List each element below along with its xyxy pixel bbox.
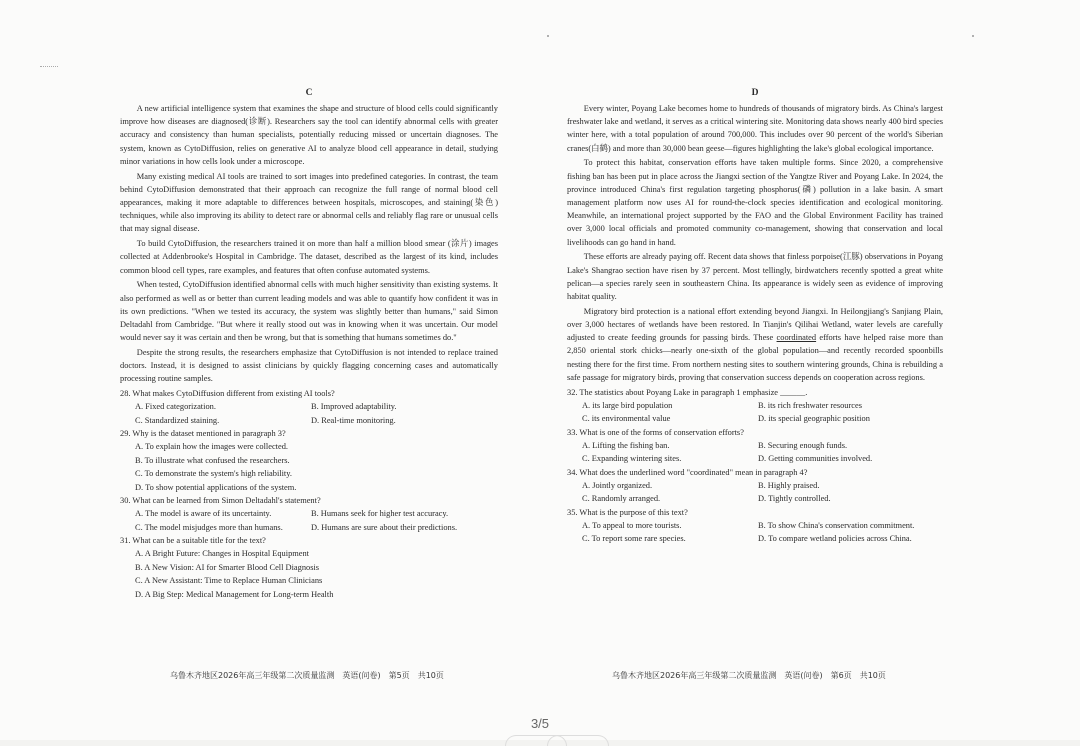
passage-d-paragraph-4	[567, 305, 943, 384]
question-stem: 33. What is one of the forms of conservation efforts?	[567, 427, 744, 437]
passage-c-paragraph-1: A new artificial intelligence system that examines the shape and structure of blood cells could significantly improve how diseases are diagnosed(诊断). Researchers say the tool can identify abnormal cells with greater accuracy and consistency than human specialists, potentially reducing missed or uncertain diagnoses. The system, known as CytoDiffusion, relies on generative AI to analyze blood cell appearance in detail, studying minor variations in how cells look under a microscope.	[120, 104, 498, 166]
question-stem: 35. What is the purpose of this text?	[567, 507, 688, 517]
question-stem: 29. Why is the dataset mentioned in paragraph 3?	[120, 429, 286, 439]
answer-option: B. Improved adaptability.	[311, 402, 397, 412]
answer-options	[567, 479, 943, 506]
answer-option: D. To compare wetland policies across China.	[758, 534, 912, 544]
answer-option: C. To report some rare species.	[582, 534, 686, 544]
page-indicator: 3/5	[530, 716, 550, 731]
answer-option: B. To illustrate what confused the researchers.	[135, 455, 290, 465]
answer-option: D. A Big Step: Medical Management for Long-term Health	[135, 589, 334, 599]
question-stem: 32. The statistics about Poyang Lake in paragraph 1 emphasize ______.	[567, 387, 808, 397]
answer-option: B. its rich freshwater resources	[758, 400, 862, 410]
question-stem: 28. What makes CytoDiffusion different from existing AI tools?	[120, 389, 335, 399]
answer-option: B. Humans seek for higher test accuracy.	[311, 509, 449, 519]
answer-option: C. The model misjudges more than humans.	[135, 522, 283, 532]
passage-c-paragraph-4: When tested, CytoDiffusion identified abnormal cells with much higher sensitivity than existing systems. It also performed as well as or better than current leading models and was able to quantify how confident it was in its own predictions. "When we tested its accuracy, the system was slightly better than humans," said Simon Deltadahl from Cambridge. "But where it really stood out was in knowing when it was uncertain. Our model would never say it was certain and then be wrong, but that is something that humans sometimes do."	[120, 280, 498, 343]
passage-d-column	[567, 86, 943, 546]
answer-option: B. Securing enough funds.	[758, 440, 848, 450]
question-stem: 31. What can be a suitable title for the text?	[120, 536, 266, 546]
section-heading-d: D	[751, 88, 759, 98]
passage-d-paragraph-2: To protect this habitat, conservation efforts have taken multiple forms. Since 2020, a comprehensive fishing ban has been put in place across the Jiangxi section of the Yangtze River and Poyang Lake. In 2024, the province introduced China's first regulation targeting phosphorus(磷) pollution in a lake basin. A smart management platform now uses AI for round-the-clock species identification and ecological monitoring. Meanwhile, an international project supported by the FAO and the Global Environment Facility has trained over 3,000 local officials and promoted community co-management, showing that conservation and local livelihoods can go hand in hand.	[567, 158, 943, 247]
underlined-word-coordinated: coordinated	[776, 333, 817, 343]
passage-d-paragraph-3: These efforts are already paying off. Recent data shows that finless porpoise(江豚) observations in Poyang Lake's Shangrao section have risen by 37 percent. Most tellingly, birdwatchers recently spotted a great white pelican—a species rarely seen in southeastern China. Its appearance is widely seen as evidence of improving habitat quality.	[567, 252, 943, 302]
answer-option: A. Jointly organized.	[582, 480, 653, 490]
answer-option: A. Lifting the fishing ban.	[582, 440, 670, 450]
question-list-c	[120, 387, 498, 601]
answer-options	[567, 399, 943, 426]
section-heading-c: C	[305, 88, 313, 98]
passage-c-paragraph-5: Despite the strong results, the researchers emphasize that CytoDiffusion is not intended to replace trained doctors. Instead, it is designed to assist clinicians by quickly flagging concerning cases and automatically processing routine samples.	[120, 348, 498, 384]
answer-options	[120, 400, 498, 427]
scroll-control-right[interactable]	[547, 735, 609, 746]
answer-option: D. Getting communities involved.	[758, 454, 873, 464]
answer-option: C. Randomly arranged.	[582, 494, 661, 504]
answer-option: A. To explain how the images were collected.	[135, 442, 288, 452]
scan-speck	[972, 35, 974, 37]
scan-speck	[547, 35, 549, 37]
answer-option: B. To show China's conservation commitment.	[758, 520, 915, 530]
answer-option: D. Real-time monitoring.	[311, 415, 396, 425]
answer-option: A. The model is aware of its uncertainty.	[135, 509, 272, 519]
answer-option: D. Tightly controlled.	[758, 494, 831, 504]
scan-edge-mark	[40, 66, 58, 70]
passage-c-paragraph-2: Many existing medical AI tools are trained to sort images into predefined categories. In contrast, the team behind CytoDiffusion demonstrated that their approach can recognize the full range of normal blood cell appearances, making it more adaptable to differences between hospitals, microscopes, and staining(染色) techniques, while also improving its ability to detect rare or abnormal cells and reliably flag rare or unusual cells that may signal disease.	[120, 171, 498, 234]
answer-options	[120, 440, 498, 494]
passage-d-paragraph-1: Every winter, Poyang Lake becomes home to hundreds of thousands of migratory birds. As China's largest freshwater lake and wetland, it serves as a critical wintering site. Monitoring data shows nearly 400 bird species winter here, with a total population of around 700,000. This includes over 90 percent of the world's Siberian cranes(白鹤) and more than 30,000 bean geese—figures highlighting the lake's global ecological importance.	[567, 104, 943, 153]
answer-option: C. its environmental value	[582, 414, 671, 424]
answer-option: B. Highly praised.	[758, 480, 820, 490]
answer-option: B. A New Vision: AI for Smarter Blood Cell Diagnosis	[135, 562, 320, 572]
passage-c-paragraph-3: To build CytoDiffusion, the researchers trained it on more than half a million blood smear (涂片) images collected at Addenbrooke's Hospital in Cambridge. The dataset, described as the largest of its kind, includes common blood cell types, rare examples, and features that often confuse automated systems.	[120, 239, 498, 275]
answer-options	[567, 519, 943, 546]
paragraph-4-text-before: Migratory bird protection is a national effort extending beyond Jiangxi. In Heilongjiang's Sanjiang Plain, over 3,000 hectares of wetlands have been restored. In Tianjin's Qilihai Wetland, water levels are carefully adjusted to create feeding grounds for passing birds. These	[567, 306, 943, 343]
answer-option: C. A New Assistant: Time to Replace Human Clinicians	[135, 576, 323, 586]
passage-c-column	[120, 86, 498, 601]
page-footer-left: 乌鲁木齐地区2026年高三年级第二次质量监测 英语(问卷) 第5页 共10页	[170, 671, 444, 680]
question-stem: 34. What does the underlined word "coordinated" mean in paragraph 4?	[567, 467, 808, 477]
answer-option: A. Fixed categorization.	[135, 402, 216, 412]
answer-option: C. Standardized staining.	[135, 415, 220, 425]
question-list-d	[567, 386, 943, 546]
answer-option: A. its large bird population	[582, 400, 673, 410]
page-footer-right: 乌鲁木齐地区2026年高三年级第二次质量监测 英语(问卷) 第6页 共10页	[612, 671, 886, 680]
answer-option: A. To appeal to more tourists.	[582, 520, 682, 530]
answer-option: C. Expanding wintering sites.	[582, 454, 682, 464]
answer-options	[120, 507, 498, 534]
answer-option: D. To show potential applications of the system.	[135, 482, 297, 492]
answer-options	[567, 439, 943, 466]
answer-options	[120, 547, 498, 601]
answer-option: C. To demonstrate the system's high reliability.	[135, 469, 293, 479]
answer-option: D. its special geographic position	[758, 414, 870, 424]
answer-option: D. Humans are sure about their predictions.	[311, 522, 458, 532]
answer-option: A. A Bright Future: Changes in Hospital Equipment	[135, 549, 310, 559]
paragraph-4-text-after: efforts have helped raise more than 2,850 oriental stork chicks—nearly one-sixth of the global population—and recently recorded spoonbills nesting there for the first time. From northern nesting sites to southern wintering grounds, China is rebuilding a safe passage for migratory birds, proving that conservation success depends on cooperation across regions.	[567, 333, 944, 382]
question-stem: 30. What can be learned from Simon Deltadahl's statement?	[120, 496, 321, 506]
